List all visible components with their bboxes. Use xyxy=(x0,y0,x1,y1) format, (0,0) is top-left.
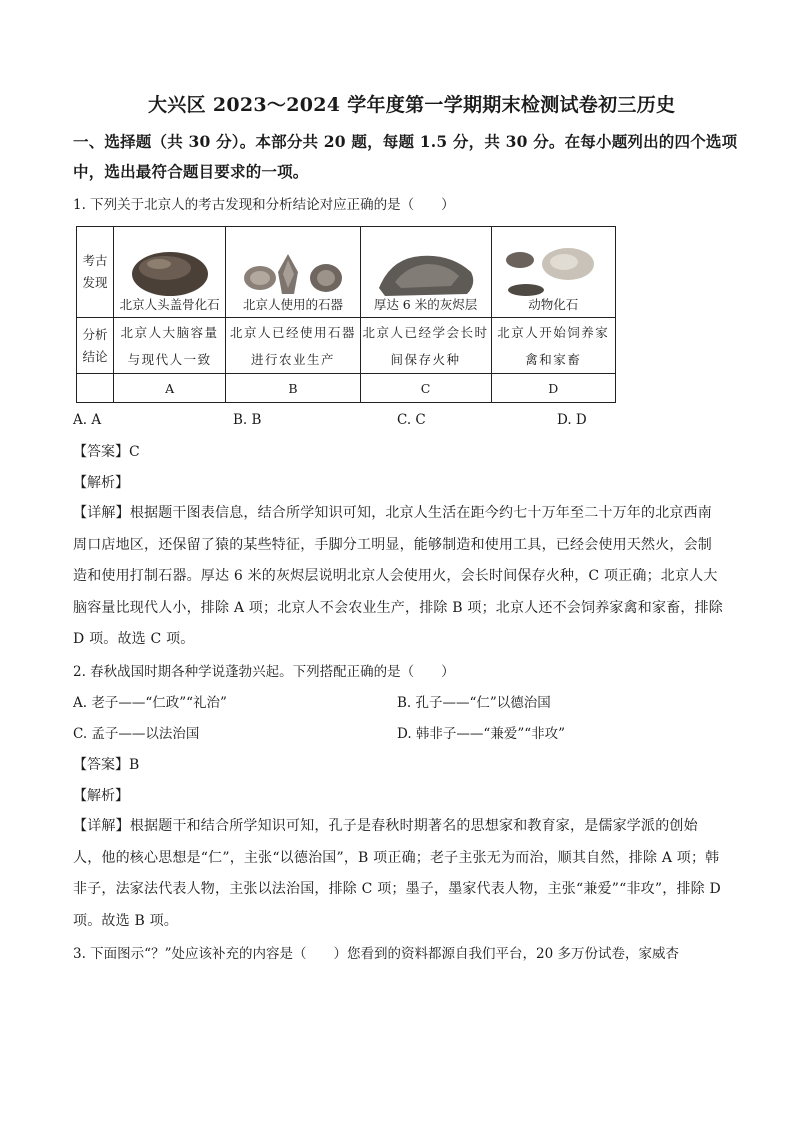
section-instructions-line2: 中，选出最符合题目要求的一项。 xyxy=(73,162,309,181)
question-2-stem: 2. 春秋战国时期各种学说蓬勃兴起。下列搭配正确的是（ ） xyxy=(73,664,455,680)
table-caption: 北京人使用的石器 xyxy=(242,297,343,312)
table-caption: 动物化石 xyxy=(528,297,579,312)
q2-detail: 【详解】根据题干和结合所学知识可知，孔子是春秋时期著名的思想家和教育家，是儒家学派的创始人，他的核心思想是“仁”，主张“以德治国”，B 项正确；老子主张无为而治，顺其自然，排除 A 项；韩非子，法家法代表人物，主张以法治国，排除 C 项；墨子，墨家代表人物，主张“兼爱”“非攻”，排除 D 项。故选 B 项。 xyxy=(73,818,721,929)
q2-answer: 【答案】B xyxy=(73,757,140,773)
table-row-head-discovery: 考古 发现 xyxy=(77,227,114,318)
q1-option-c: C. C xyxy=(397,412,426,428)
table-caption: 北京人头盖骨化石 xyxy=(119,297,220,312)
q1-answer: 【答案】C xyxy=(73,444,140,460)
table-row-head-conclusion: 分析 结论 xyxy=(77,318,114,374)
table-letter-a: A xyxy=(114,374,226,403)
table-letter-d: D xyxy=(491,374,616,403)
q1-option-d: D. D xyxy=(557,412,587,428)
table-letter-c: C xyxy=(360,374,491,403)
table-caption: 厚达 6 米的灰烬层 xyxy=(373,297,478,312)
table-cell-ash-layer xyxy=(360,227,491,318)
q2-option-c: C. 孟子——以法治国 xyxy=(73,726,200,742)
q2-analysis-label: 【解析】 xyxy=(73,788,129,804)
q2-option-b: B. 孔子——“仁”以德治国 xyxy=(397,695,551,711)
q1-option-b: B. B xyxy=(233,412,262,428)
question-3-stem: 3. 下面图示“？”处应该补充的内容是（ ）您看到的资料都源自我们平台，20 多万份试卷，家威杏 xyxy=(73,946,679,962)
table-conclusion-a: 北京人大脑容量与现代人一致 xyxy=(114,318,226,374)
q1-analysis-label: 【解析】 xyxy=(73,475,129,491)
q1-detail: 【详解】根据题干图表信息，结合所学知识可知，北京人生活在距今约七十万年至二十万年的北京西南周口店地区，还保留了猿的某些特征，手脚分工明显，能够制造和使用工具，已经会使用天然火，会制造和使用打制石器。厚达 6 米的灰烬层说明北京人会使用火，会长时间保存火种，C 项正确；北京人大脑容量比现代人小，排除 A 项；北京人不会农业生产，排除 B 项；北京人还不会饲养家禽和家畜，排除 D 项。故选 C 项。 xyxy=(73,505,723,647)
table-conclusion-b: 北京人已经使用石器进行农业生产 xyxy=(226,318,360,374)
question-1-stem: 1. 下列关于北京人的考古发现和分析结论对应正确的是（ ） xyxy=(73,197,455,213)
table-letter-b: B xyxy=(226,374,360,403)
table-conclusion-c: 北京人已经学会长时间保存火种 xyxy=(360,318,491,374)
table-conclusion-d: 北京人开始饲养家禽和家畜 xyxy=(491,318,616,374)
page-title: 大兴区 2023～2024 学年度第一学期期末检测试卷初三历史 xyxy=(148,94,676,116)
q2-option-d: D. 韩非子——“兼爱”“非攻” xyxy=(397,726,566,742)
table-cell-stone-tools xyxy=(226,227,360,318)
section-instructions-line1: 一、选择题（共 30 分）。本部分共 20 题，每题 1.5 分，共 30 分。在每小题列出的四个选项 xyxy=(73,132,738,151)
table-cell-animal-fossils xyxy=(491,227,616,318)
table-cell-skull xyxy=(114,227,226,318)
table-empty-cell xyxy=(77,374,114,403)
q2-option-a: A. 老子——“仁政”“礼治” xyxy=(73,695,227,711)
question-1-table xyxy=(76,226,616,403)
q1-option-a: A. A xyxy=(73,412,102,428)
